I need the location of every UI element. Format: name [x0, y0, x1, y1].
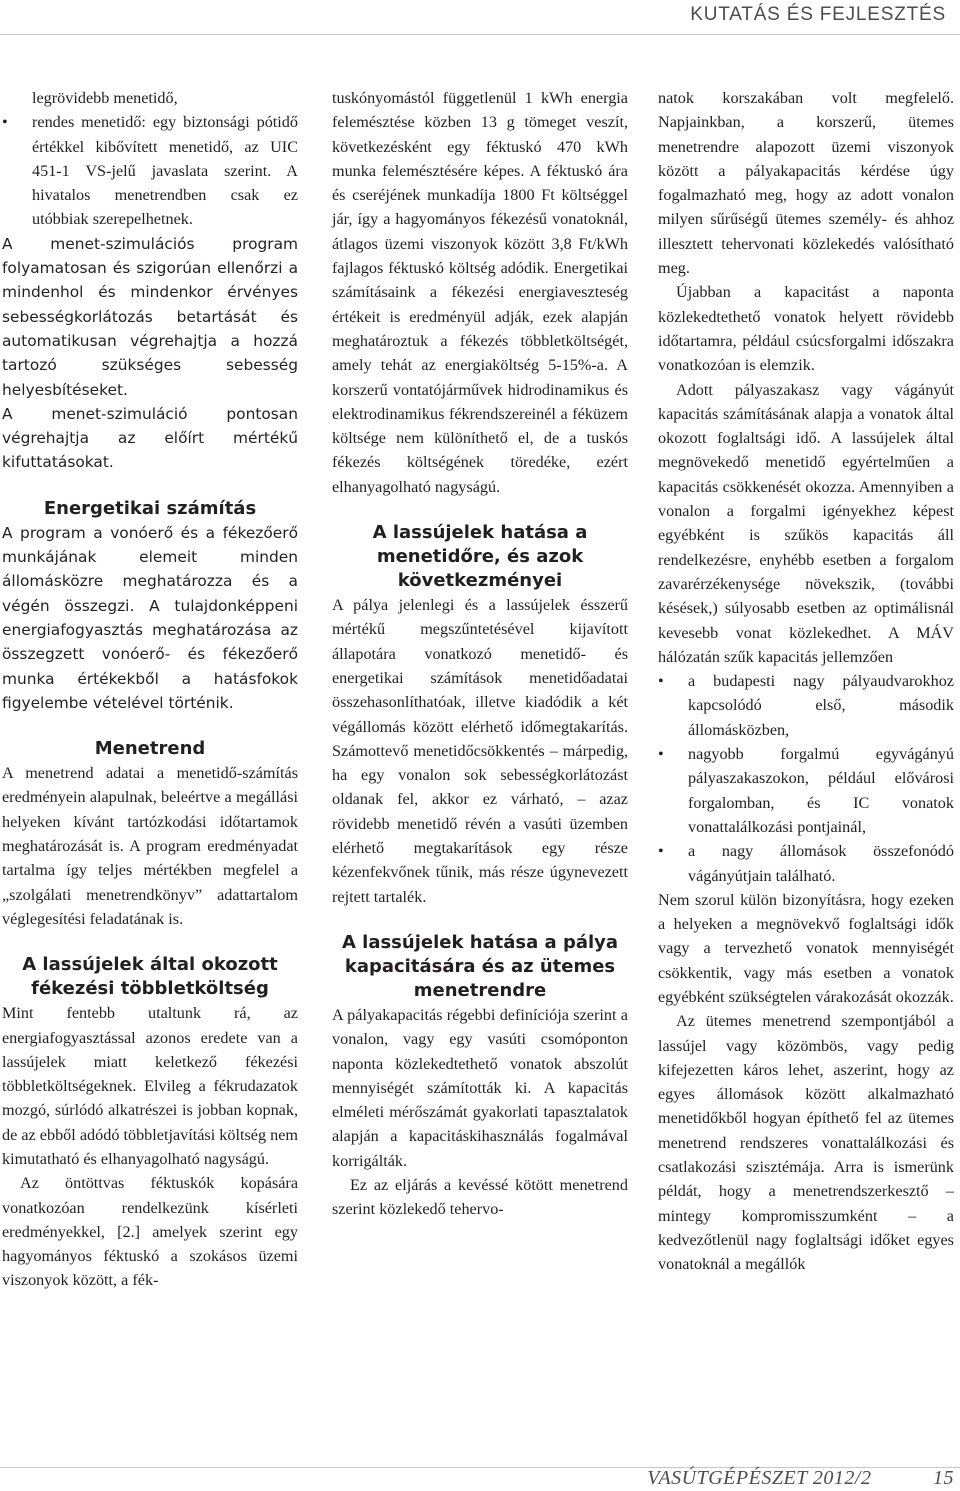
paragraph: tuskónyomástól függetlenül 1 kWh energia felemésztése közben 13 g tömeget veszít, következésként egy féktuskó 470 kWh munka felemésztésére képes. A féktuskó ára és cseréjének munkadíja 1800 Ft költséggel jár, így a hagyományos fékezésű vonatoknál, átlagos üzemi viszonyok között 3,8 Ft/kWh fajlagos féktuskó költség adódik. Energetikai számításaink a fékezési energiaveszteség értékeit is eredményül adják, ezek alapján meghatároztuk a fékezés többletköltségét, amely tehát az energiaköltség 5-15%-a. A korszerű vontatójárművek hidrodinamikus és elektrodinamikus fékrendszereinél a féküzem költsége nem különíthető el, de a tuskós fékezés költségének töredéke, ezért elhanyagolható nagyságú.: [332, 89, 628, 496]
section-heading: Menetrend: [94, 738, 206, 760]
section-heading: Energetikai számítás: [43, 497, 257, 519]
paragraph: Ez az eljárás a kevéssé kötött menetrend szerint közlekedő tehervo-: [332, 1175, 628, 1219]
heading-line: kapacitására és az ütemes: [344, 955, 616, 977]
paragraph: Adott pályaszakasz vagy vágányút kapacitás számításának alapja a vonatok által okozott foglaltsági idő. A lassújelek által megnövekedő menetidő egyértelműen a kapacitás csökkenését okozza. Amennyiben a vonalon a forgalmi igényekhez képest egyébként is szűkös kapacitás áll rendelkezésre, enyhébb esetben a forgalom zavarérzékenysége növekszik, (további késések,) súlyosabb esetben az optimálisnál kevesebb vonat közlekedhet. A MÁV hálózatán szűk kapacitás jellemzően: [658, 380, 954, 666]
section-title: KUTATÁS ÉS FEJLESZTÉS: [690, 4, 946, 25]
page-number: 15: [933, 1467, 954, 1489]
paragraph: A menet-szimuláció pontosan végrehajtja az előírt mértékű kifuttatásokat.: [2, 404, 298, 472]
list-item: • nagyobb forgalmú egyvágányú pályaszakaszokon, például elővárosi forgalomban, és IC vonatok vonattalálkozási pontjainál,: [658, 742, 954, 839]
section-heading: [2, 953, 298, 1001]
heading-line: következményei: [397, 570, 563, 592]
heading-line: menetrendre: [413, 979, 547, 1001]
paragraph: Az öntöttvas féktuskók kopására vonatkozóan rendelkezünk kísérleti eredményekkel, [2.] amelyek szerint egy hagyományos féktuskó a szokásos üzemi viszonyok között, a fék-: [2, 1174, 298, 1290]
paragraph: A pálya jelenlegi és a lassújelek ésszerű mértékű megszűntetésével kijavított állapotára vonatkozó menetidő- és energetikai számítások menetidőadatai összehasonlíthatóak, illetve kiadódik a két végállomás között elérhető időmegtakarítás. Számottevő menetidőcsökkentés – márpedig, ha egy vonalon sok sebességkorlátozást oldanak fel, akkor ez várható, – azaz rövidebb menetidő révén a vasúti üzemben elérhető megtakarítások egy része kézenfekvőnek tűnik, más része úgynevezett rejtett tartalék.: [332, 596, 628, 906]
heading-line: fékezési többletköltség: [31, 978, 269, 1000]
column-1: [2, 86, 298, 1293]
heading-line: A lassújelek hatása a pálya: [341, 931, 619, 953]
paragraph: A pályakapacitás régebbi definíciója szerint a vonalon, vagy egy vasúti csomóponton naponta közlekedtethető vonatok abszolút mennyiségét számították ki. A kapacitás elméleti mérőszámát gyakorlati tapasztalatok alapján a kapacitáskihasználás fogalmával korrigálták.: [332, 1005, 628, 1170]
bullet-list-continued: [2, 86, 298, 110]
list-item: legrövidebb menetidő,: [32, 89, 178, 107]
section-heading: [332, 931, 628, 1003]
paragraph: A program a vonóerő és a fékezőerő munkájának elemeit minden állomásközre meghatározza és a végén összegzi. A tulajdonképpeni energiafogyasztás meghatározása az összegzett vonóerő- és fékezőerő munka értékekből a hatásfokok figyelembe vételével történik.: [2, 523, 298, 712]
paragraph: Nem szorul külön bizonyításra, hogy ezeken a helyeken a megnövekvő foglaltsági idők vagy a tervezhető vonatok mennyiségét csökkentik, vagy más esetben a vonatok egyébként szükségtelen várakozását okozzák.: [658, 890, 954, 1006]
paragraph: A menet-szimulációs program folyamatosan és szigorúan ellenőrzi a mindenhol és mindenkor érvényes sebességkorlátozás betartását és automatikusan végrehajtja a hozzá tartozó szükséges sebesség helyesbítéseket.: [2, 234, 298, 399]
list-item: • a budapesti nagy pályaudvarokhoz kapcsolódó első, második állomásközben,: [658, 669, 954, 742]
section-heading: [332, 521, 628, 593]
column-2: [332, 86, 628, 1222]
paragraph: Az ütemes menetrend szempontjából a lassújel vagy közömbös, vagy pedig kifejezetten káros lehet, aszerint, hogy az egyes állomások között alkalmazható menetidőkből hogyan építhető fel az ütemes menetrend rendszeres vonattalálkozási és csatlakozási szisztémája. Arra is ismerünk példát, hogy a menetrendszerkesztő – mintegy kompromisszumként – a kedvezőtlenül nagy foglaltsági időket egyes vonatoknál a megállók: [658, 1012, 954, 1274]
heading-line: A lassújelek által okozott: [22, 954, 278, 976]
heading-line: A lassújelek hatása a: [372, 522, 588, 544]
list-item: • a nagy állomások összefonódó vágányútjain található.: [658, 839, 954, 888]
paragraph: A menetrend adatai a menetidő-számítás eredményein alapulnak, beleértve a megállási helyeken kívánt tartózkodási időtartamok meghatározását is. A program eredményadat tartalma így teljes mértékben megfelel a „szolgálati menetrendkönyv” adattartalom véglegesítési feladatának is.: [2, 764, 298, 928]
paragraph: Újabban a kapacitást a naponta közlekedtethető vonatok helyett rövidebb időtartamra, például csúcsforgalmi időszakra vonatkozóan is elemzik.: [658, 283, 954, 375]
heading-line: menetidőre, és azok: [376, 546, 584, 568]
bullet-list: [2, 110, 298, 231]
page-header: [0, 0, 960, 35]
bullet-list: [658, 669, 954, 888]
column-3: [658, 86, 954, 1277]
list-item: • rendes menetidő: egy biztonsági pótidő értékkel kibővített menetidő, az UIC 451-1 VS-jelű javaslata szerint. A hivatalos menetrendben csak ez utóbbiak szerepelhetnek.: [2, 110, 298, 231]
paragraph: Mint fentebb utaltunk rá, az energiafogyasztással azonos eredete van a lassújelek miatt keletkező fékezési többletköltségeknek. Elvileg a fékrudazatok mozgó, súrlódó alkatrészei is jobban kopnak, de az ebből adódó többletjavítási költség nem kimutatható és elhanyagolható nagyságú.: [2, 1004, 298, 1168]
paragraph: natok korszakában volt megfelelő. Napjainkban, a korszerű, ütemes menetrendre alapozott üzemi viszonyok között a pályakapacitás kérdése úgy fogalmazható meg, hogy az adott vonalon milyen sűrűségű ütemes személy- és ahhoz illesztett tehervonati közlekedés valósítható meg.: [658, 89, 954, 278]
page-footer: [647, 1467, 954, 1490]
publication-name: VASÚTGÉPÉSZET 2012/2: [647, 1467, 872, 1489]
